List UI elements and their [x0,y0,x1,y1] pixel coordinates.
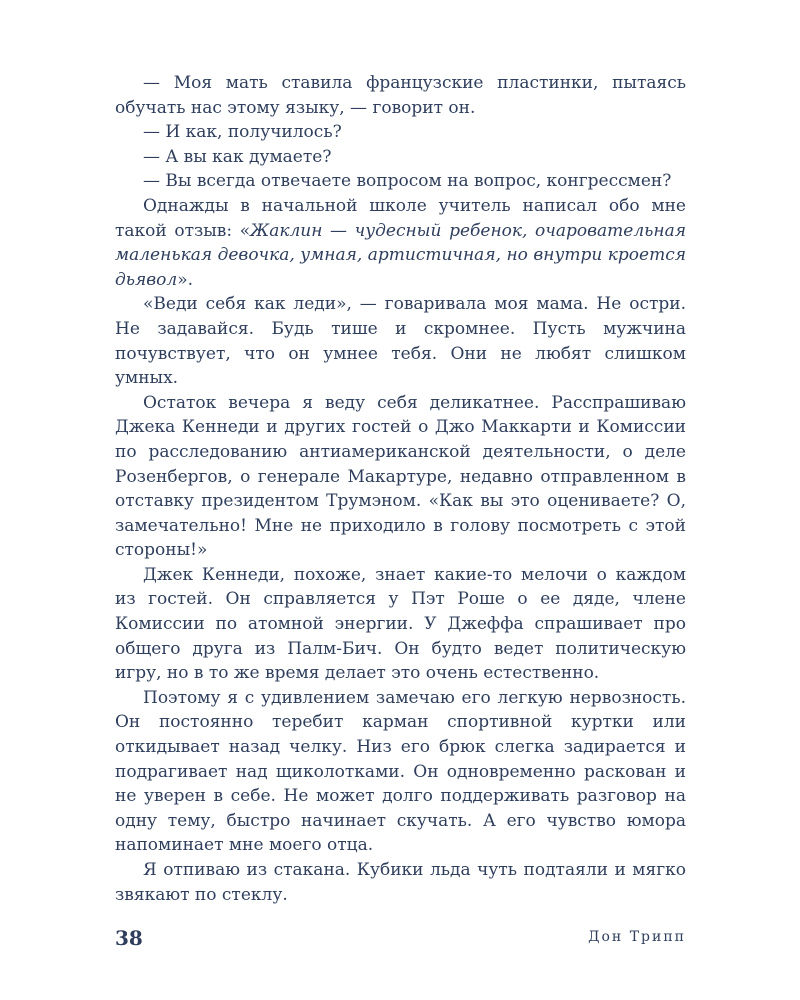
review-paragraph [115,194,686,292]
page-number: 38 [115,926,143,950]
page-footer [115,926,686,950]
paragraph: — Моя мать ставила французские пластинки, пытаясь обучать нас этому языку, — говорит он. [115,73,686,118]
paragraph: — И как, получилось? [143,122,342,143]
paragraph: Джек Кеннеди, похоже, знает какие-то мелочи о каждом из гостей. Он справляется у Пэт Роше о ее дяде, члене Комиссии по атомной энергии. У Джеффа спрашивает про общего друга из Палм-Бич. Он будто ведет политическую игру, но в то же время делает это очень естественно. [115,564,686,684]
paragraph: Я отпиваю из стакана. Кубики льда чуть подтаяли и мягко звякают по стеклу. [115,860,686,905]
paragraph: Поэтому я с удивлением замечаю его легкую нервозность. Он постоянно теребит карман спортивной куртки или откидывает назад челку. Низ его брюк слегка задирается и подрагивает над щиколотками. Он одновременно раскован и не уверен в себе. Не может долго поддерживать разговор на одну тему, быстро начинает скучать. А его чувство юмора напоминает мне моего отца. [115,687,686,856]
paragraph: Остаток вечера я веду себя деликатнее. Расспрашиваю Джека Кеннеди и других гостей о Джо Маккарти и Комиссии по расследованию антиамериканской деятельности, о деле Розенбергов, о генерале Макартуре, недавно отправленном в отставку президентом Трумэном. «Как вы это оцениваете? О, замечательно! Мне не приходило в голову посмотреть с этой стороны!» [115,392,686,561]
paragraph: — А вы как думаете? [143,146,332,167]
paragraph: — Вы всегда отвечаете вопросом на вопрос, конгрессмен? [143,171,672,192]
review-quote: Жаклин — чудесный ребенок, очаровательная маленькая девочка, умная, артистичная, но внутри кроется дьявол [115,220,686,290]
running-head: Дон Трипп [588,929,686,945]
review-end: ». [177,269,194,290]
page-body [115,71,686,907]
paragraph: «Веди себя как леди», — говаривала моя мама. Не остри. Не задавайся. Будь тише и скромнее. Пусть мужчина почувствует, что он умнее тебя. Они не любят слишком умных. [115,294,686,389]
review-intro: Однажды в начальной школе учитель написал обо мне такой отзыв: « [115,195,686,241]
